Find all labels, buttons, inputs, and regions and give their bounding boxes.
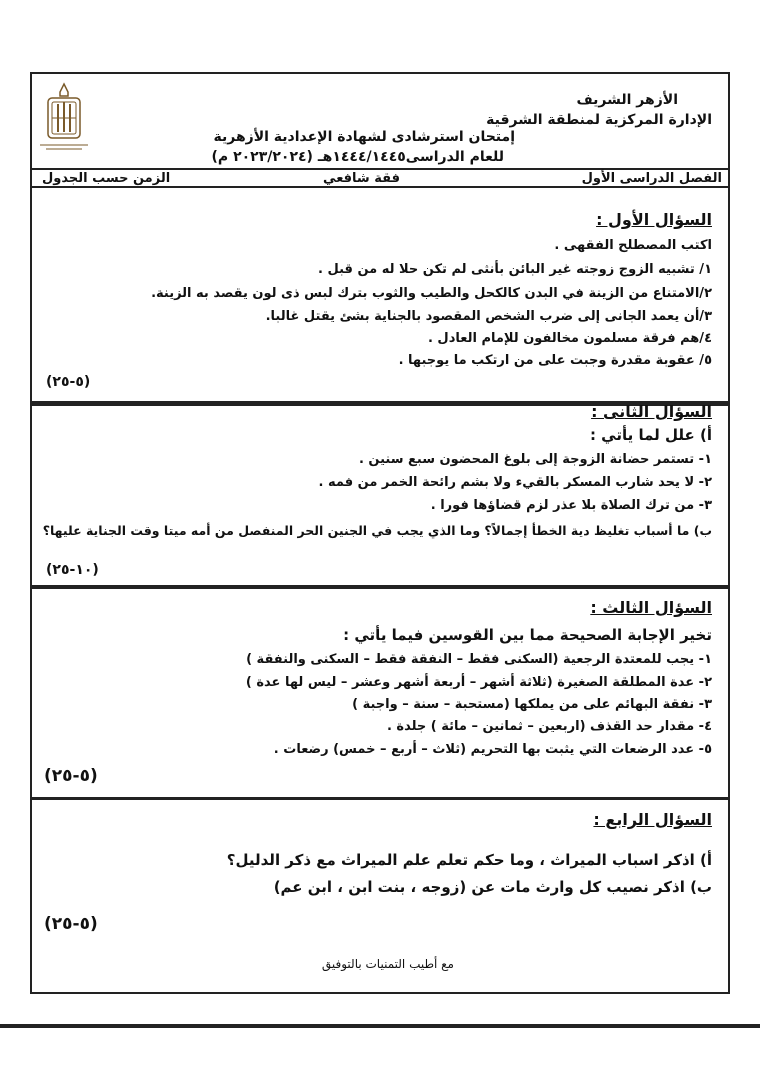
info-bar bbox=[30, 168, 730, 188]
academic-year: للعام الدراسى١٤٤٤/١٤٤٥هـ (٢٠٢٣/٢٠٢٤ م) bbox=[211, 149, 504, 165]
footer-wishes: مع أطيب التمنيات بالتوفيق bbox=[321, 957, 454, 971]
al-azhar-emblem-icon bbox=[40, 82, 88, 146]
institution-name: الأزهر الشريف bbox=[576, 92, 678, 108]
q2-item-1: ١- تستمر حضانة الزوجة إلى بلوغ المحضون سبع سنين . bbox=[358, 452, 712, 467]
logo-caption-decoration bbox=[36, 142, 92, 152]
q1-title: السؤال الأول : bbox=[596, 210, 712, 229]
category-label: فقة شافعي bbox=[323, 171, 400, 186]
q1-item-1: ١/ تشبيه الزوج زوجته غير البائن بأنثى لم تكن حلا له من قبل . bbox=[318, 262, 712, 277]
q1-marks: (٥-٢٥) bbox=[46, 374, 91, 390]
q2-divider bbox=[30, 585, 730, 589]
q4-title: السؤال الرابع : bbox=[593, 810, 712, 829]
q3-item-4: ٤- مقدار حد القذف (اربعين – ثمانين – مائة ) جلدة . bbox=[386, 719, 712, 734]
administration-name: الإدارة المركزية لمنطقة الشرقية bbox=[486, 112, 712, 128]
q3-item-5: ٥- عدد الرضعات التي يثبت بها التحريم (ثلاث – أربع – خمس) رضعات . bbox=[273, 742, 712, 757]
q1-item-5: ٥/ عقوبة مقدرة وجبت على من ارتكب ما يوجبها . bbox=[398, 353, 712, 368]
exam-title: إمتحان استرشادى لشهادة الإعدادية الأزهرية bbox=[213, 129, 515, 145]
q3-item-1: ١- يجب للمعتدة الرجعية (السكنى فقط – النفقة فقط – السكنى والنفقة ) bbox=[246, 652, 712, 667]
q3-divider bbox=[30, 797, 730, 800]
q3-item-2: ٢- عدة المطلقة الصغيرة (ثلاثة أشهر – أربعة أشهر وعشر – ليس لها عدة ) bbox=[245, 675, 712, 690]
term-label: الفصل الدراسى الأول bbox=[581, 171, 722, 186]
q2-part-a: أ) علل لما يأتي : bbox=[589, 426, 712, 444]
q1-item-3: ٣/أن يعمد الجانى إلى ضرب الشخص المقصود بالجناية بشئ يقتل غالبا. bbox=[265, 309, 712, 324]
q3-instruction: تخير الإجابة الصحيحة مما بين القوسين فيما يأتي : bbox=[343, 626, 712, 644]
q4-part-b: ب) اذكر نصيب كل وارث مات عن (زوجه ، بنت ابن ، ابن عم) bbox=[273, 878, 712, 896]
q2-item-3: ٣- من ترك الصلاة بلا عذر لزم قضاؤها فورا . bbox=[430, 498, 712, 513]
bottom-rule bbox=[0, 1024, 760, 1028]
q1-item-2: ٢/الامتناع من الزينة في البدن كالكحل والطيب والثوب بترك لبس ذى لون يقصد به الزينة. bbox=[151, 286, 712, 301]
q2-item-2: ٢- لا يحد شارب المسكر بالقيء ولا بشم رائحة الخمر من فمه . bbox=[318, 475, 712, 490]
q1-instruction: اكتب المصطلح الفقهى . bbox=[554, 238, 712, 253]
q3-title: السؤال الثالث : bbox=[590, 598, 712, 617]
q2-part-b: ب) ما أسباب تغليظ دية الخطأ إجمالاً؟ وما الذي يجب في الجنين الحر المنفصل من أمه ميتا وقت الجناية عليها؟ bbox=[42, 523, 712, 538]
q3-item-3: ٣- نفقة البهائم على من يملكها (مستحبة – سنة – واجبة ) bbox=[352, 697, 712, 712]
q3-marks: (٥-٢٥) bbox=[44, 766, 98, 786]
q4-part-a: أ) اذكر اسباب الميراث ، وما حكم تعلم علم الميراث مع ذكر الدليل؟ bbox=[226, 851, 712, 869]
q2-title: السؤال الثانى : bbox=[591, 402, 712, 421]
q1-item-4: ٤/هم فرقة مسلمون مخالفون للإمام العادل . bbox=[427, 331, 712, 346]
q2-marks: (١٠-٢٥) bbox=[46, 562, 99, 578]
q4-marks: (٥-٢٥) bbox=[44, 914, 98, 934]
time-label: الزمن حسب الجدول bbox=[42, 171, 171, 186]
